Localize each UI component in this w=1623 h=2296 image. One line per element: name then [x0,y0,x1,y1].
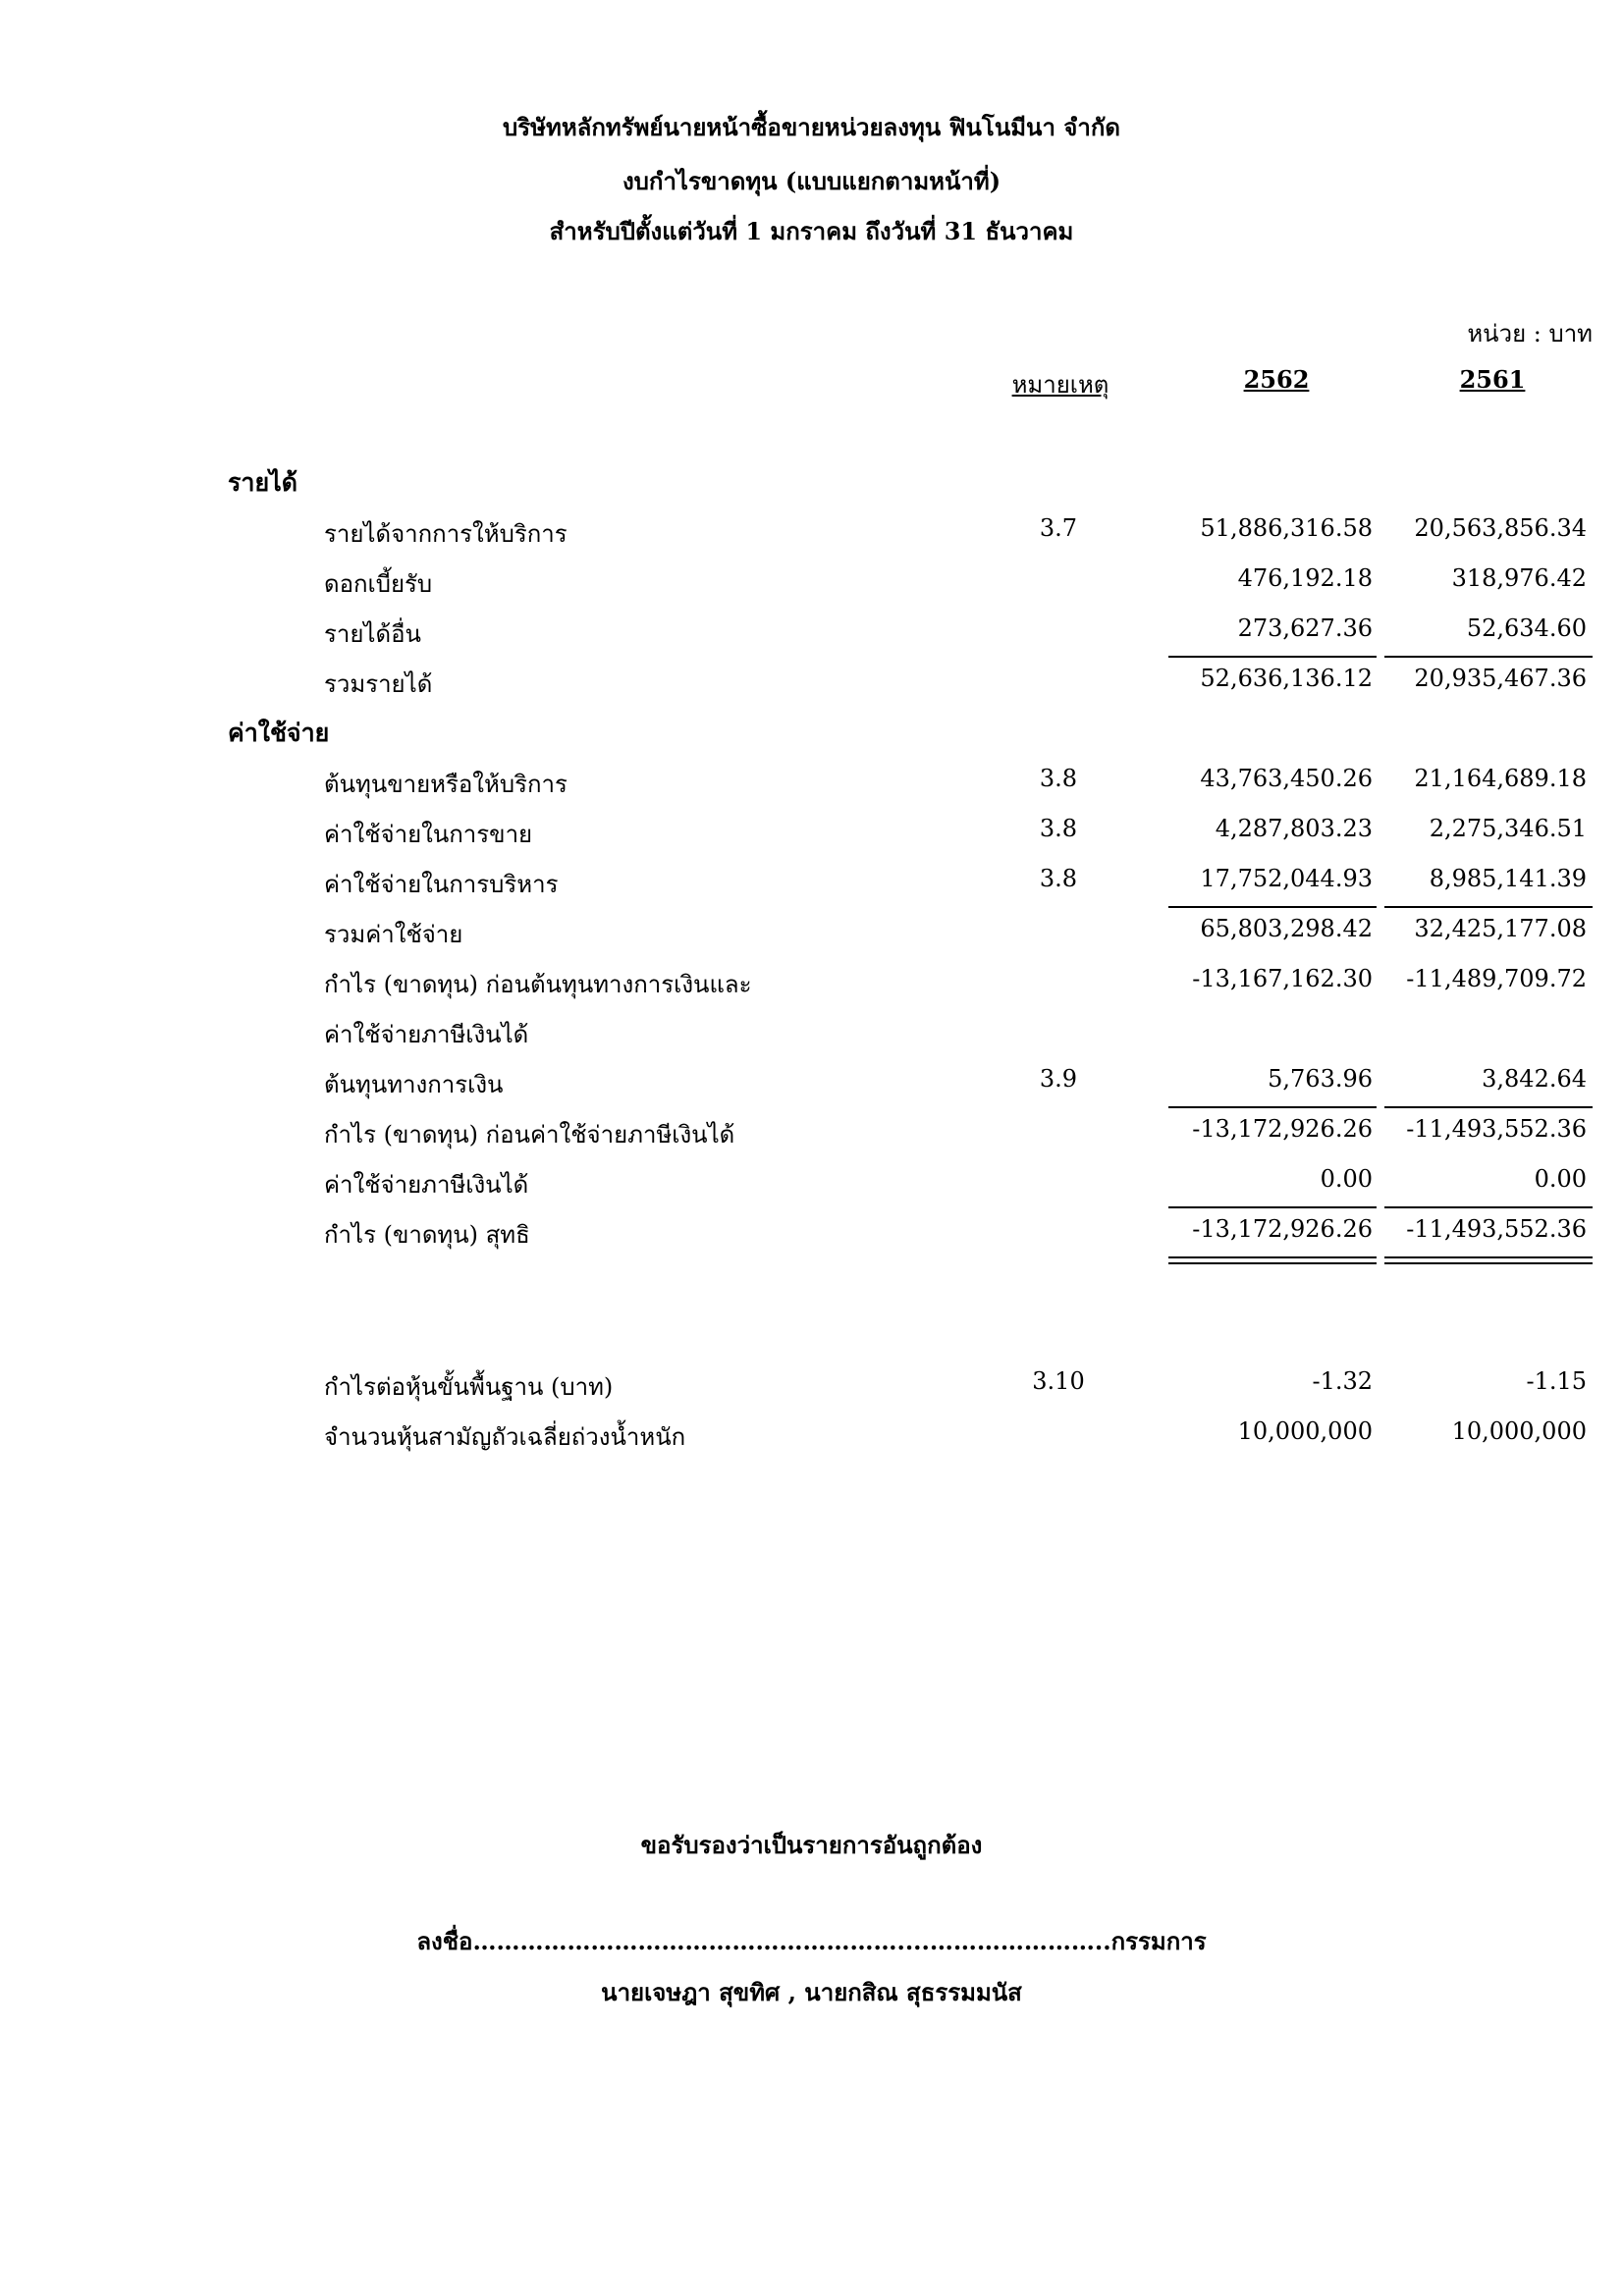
row-value-2561: 3,842.64 [1482,1065,1587,1093]
row-value-2562: 43,763,450.26 [1200,765,1373,792]
row-value-2561: 318,976.42 [1451,564,1587,592]
row-note: 3.7 [1039,514,1078,542]
total-double-rule [1168,1262,1377,1264]
total-double-rule [1384,1262,1593,1264]
subtotal-rule [1384,656,1593,658]
total-double-rule [1168,1256,1377,1258]
statement-period: สำหรับปีตั้งแต่วันที่ 1 มกราคม ถึงวันที่ 31 ธันวาคม [549,217,1074,245]
row-label: กำไร (ขาดทุน) ก่อนต้นทุนทางการเงินและ [324,971,752,998]
row-value-2562: 4,287,803.23 [1215,815,1373,842]
row-note: 3.10 [1032,1367,1085,1395]
unit-label: หน่วย : บาท [1467,320,1593,347]
signature-line: ลงชื่อ………………………………………………....…………………..กรรมการ [416,1927,1207,1955]
row-value-2561: -11,489,709.72 [1406,965,1587,992]
row-value-2561: 20,563,856.34 [1414,514,1587,542]
section-expenses: ค่าใช้จ่าย [228,719,330,747]
row-value-2562: 273,627.36 [1237,614,1373,642]
row-value-2561: 21,164,689.18 [1414,765,1587,792]
row-label: รายได้อื่น [324,620,421,648]
row-value-2561: -1.15 [1526,1367,1587,1395]
row-value-2561: 32,425,177.08 [1414,915,1587,942]
row-value-2561: 10,000,000 [1451,1417,1587,1445]
row-value-2562: 17,752,044.93 [1200,865,1373,892]
subtotal-rule [1384,1106,1593,1108]
row-note: 3.8 [1039,865,1078,892]
row-value-2562: -13,172,926.26 [1192,1215,1373,1243]
row-label: รวมรายได้ [324,670,433,698]
row-note: 3.9 [1039,1065,1078,1093]
certification-statement: ขอรับรองว่าเป็นรายการอันถูกต้อง [640,1831,983,1859]
row-label: ค่าใช้จ่ายภาษีเงินได้ [324,1171,529,1199]
row-note: 3.8 [1039,815,1078,842]
row-label: ค่าใช้จ่ายในการบริหาร [324,871,559,898]
row-value-2561: -11,493,552.36 [1406,1215,1587,1243]
row-value-2561: 2,275,346.51 [1429,815,1587,842]
row-label-continued: ค่าใช้จ่ายภาษีเงินได้ [324,1021,529,1048]
subtotal-rule [1384,1206,1593,1208]
row-value-2561: 20,935,467.36 [1414,665,1587,692]
row-label: กำไร (ขาดทุน) สุทธิ [324,1221,530,1249]
row-value-2562: 51,886,316.58 [1200,514,1373,542]
row-label: ต้นทุนขายหรือให้บริการ [324,771,568,798]
statement-title: งบกำไรขาดทุน (แบบแยกตามหน้าที่) [622,167,1001,195]
company-name: บริษัทหลักทรัพย์นายหน้าซื้อขายหน่วยลงทุน ฟินโนมีนา จำกัด [503,113,1120,141]
row-label: ค่าใช้จ่ายในการขาย [324,821,533,848]
signatory-names: นายเจษฎา สุขทิศ , นายกสิณ สุธรรมมนัส [601,1978,1022,2006]
row-value-2561: 8,985,141.39 [1429,865,1587,892]
row-value-2562: 476,192.18 [1237,564,1373,592]
row-value-2562: -13,167,162.30 [1192,965,1373,992]
row-value-2562: 0.00 [1320,1165,1373,1193]
total-double-rule [1384,1256,1593,1258]
row-note: 3.8 [1039,765,1078,792]
subtotal-rule [1168,1206,1377,1208]
row-value-2562: 5,763.96 [1268,1065,1373,1093]
column-header-note: หมายเหตุ [1011,371,1109,399]
row-value-2562: 52,636,136.12 [1200,665,1373,692]
row-label: ต้นทุนทางการเงิน [324,1071,504,1098]
column-header-2561: 2561 [1459,365,1526,394]
subtotal-rule [1168,906,1377,908]
row-value-2561: 52,634.60 [1466,614,1587,642]
subtotal-rule [1168,656,1377,658]
row-label: ดอกเบี้ยรับ [324,570,433,598]
row-value-2562: -1.32 [1312,1367,1373,1395]
subtotal-rule [1168,1106,1377,1108]
row-value-2562: 10,000,000 [1237,1417,1373,1445]
row-label: รวมค่าใช้จ่าย [324,921,463,948]
row-label: รายได้จากการให้บริการ [324,520,568,548]
row-label: กำไรต่อหุ้นขั้นพื้นฐาน (บาท) [324,1373,614,1401]
row-value-2562: 65,803,298.42 [1200,915,1373,942]
row-label: กำไร (ขาดทุน) ก่อนค่าใช้จ่ายภาษีเงินได้ [324,1121,735,1148]
column-header-2562: 2562 [1243,365,1310,394]
row-value-2561: -11,493,552.36 [1406,1115,1587,1143]
section-revenue: รายได้ [228,468,298,497]
row-value-2562: -13,172,926.26 [1192,1115,1373,1143]
subtotal-rule [1384,906,1593,908]
row-value-2561: 0.00 [1534,1165,1587,1193]
row-label: จำนวนหุ้นสามัญถัวเฉลี่ยถ่วงน้ำหนัก [324,1423,686,1451]
